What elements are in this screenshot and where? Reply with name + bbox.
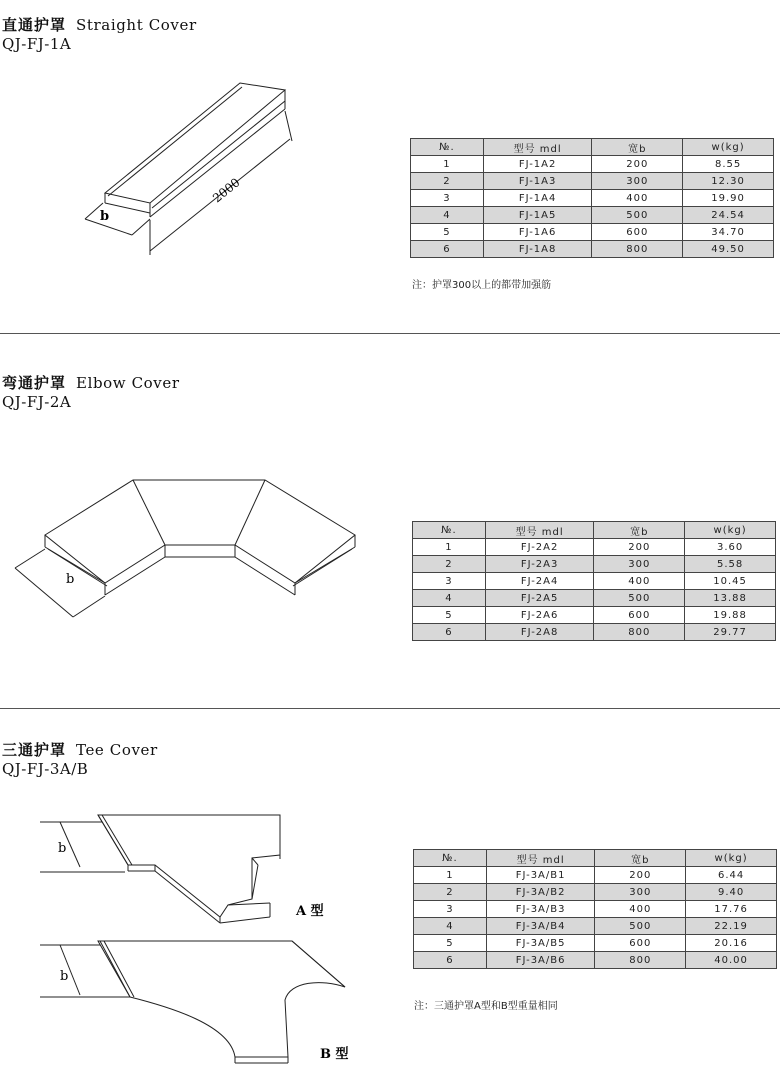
section-1-title: [2, 17, 197, 34]
table-row: 5 FJ-1A6 600 34.70: [411, 224, 774, 241]
col-width: 宽b: [592, 139, 683, 156]
table-row: 4 FJ-2A5 500 13.88: [413, 590, 776, 607]
section-3-title: [2, 742, 158, 759]
straight-b-label: b: [100, 209, 110, 224]
tee-b-b-label: b: [60, 969, 69, 984]
table-row: 5 FJ-3A/B5 600 20.16: [414, 935, 777, 952]
tee-cover-note: 注：三通护罩A型和B型重量相同: [414, 1001, 558, 1012]
col-weight: w(kg): [686, 850, 777, 867]
section-1-model: QJ-FJ-1A: [2, 35, 72, 53]
col-model: 型号 mdl: [483, 139, 592, 156]
section-1-title-en: Straight Cover: [76, 16, 197, 34]
straight-cover-drawing: [70, 75, 370, 255]
section-3-title-en: Tee Cover: [76, 741, 158, 759]
straight-cover-table: [410, 138, 774, 258]
table-row: 6 FJ-2A8 800 29.77: [413, 624, 776, 641]
section-2-model: QJ-FJ-2A: [2, 393, 72, 411]
col-width: 宽b: [595, 850, 686, 867]
section-divider: [0, 333, 780, 334]
section-3-title-cn: 三通护罩: [2, 741, 67, 759]
col-no: №.: [414, 850, 487, 867]
col-model: 型号 mdl: [486, 850, 595, 867]
table-row: 4 FJ-3A/B4 500 22.19: [414, 918, 777, 935]
elbow-cover-drawing: [10, 475, 370, 625]
section-3-model: QJ-FJ-3A/B: [2, 760, 89, 778]
col-no: №.: [411, 139, 484, 156]
table-row: 6 FJ-1A8 800 49.50: [411, 241, 774, 258]
straight-cover-note: 注：护罩300以上的都带加强筋: [412, 280, 552, 291]
table-row: 4 FJ-1A5 500 24.54: [411, 207, 774, 224]
table-row: 3 FJ-2A4 400 10.45: [413, 573, 776, 590]
table-row: 2 FJ-3A/B2 300 9.40: [414, 884, 777, 901]
section-2-title-en: Elbow Cover: [76, 374, 180, 392]
table-row: 2 FJ-1A3 300 12.30: [411, 173, 774, 190]
table-row: 6 FJ-3A/B6 800 40.00: [414, 952, 777, 969]
tee-type-a-label: A 型: [296, 904, 324, 919]
tee-type-b-label: B 型: [320, 1047, 349, 1062]
table-row: 5 FJ-2A6 600 19.88: [413, 607, 776, 624]
straight-length-label: 2000: [210, 175, 243, 206]
table-row: 3 FJ-1A4 400 19.90: [411, 190, 774, 207]
section-2-title: [2, 375, 180, 392]
col-model: 型号 mdl: [485, 522, 594, 539]
section-2-title-cn: 弯通护罩: [2, 374, 67, 392]
tee-cover-drawing: [30, 795, 390, 1070]
elbow-cover-table: [412, 521, 776, 641]
col-weight: w(kg): [685, 522, 776, 539]
section-divider: [0, 708, 780, 709]
col-width: 宽b: [594, 522, 685, 539]
elbow-b-label: b: [66, 572, 75, 587]
table-row: 3 FJ-3A/B3 400 17.76: [414, 901, 777, 918]
table-row: 2 FJ-2A3 300 5.58: [413, 556, 776, 573]
tee-a-b-label: b: [58, 841, 67, 856]
col-weight: w(kg): [683, 139, 774, 156]
table-row: 1 FJ-3A/B1 200 6.44: [414, 867, 777, 884]
tee-cover-table: [413, 849, 777, 969]
table-row: 1 FJ-1A2 200 8.55: [411, 156, 774, 173]
col-no: №.: [413, 522, 486, 539]
table-row: 1 FJ-2A2 200 3.60: [413, 539, 776, 556]
section-1-title-cn: 直通护罩: [2, 16, 67, 34]
